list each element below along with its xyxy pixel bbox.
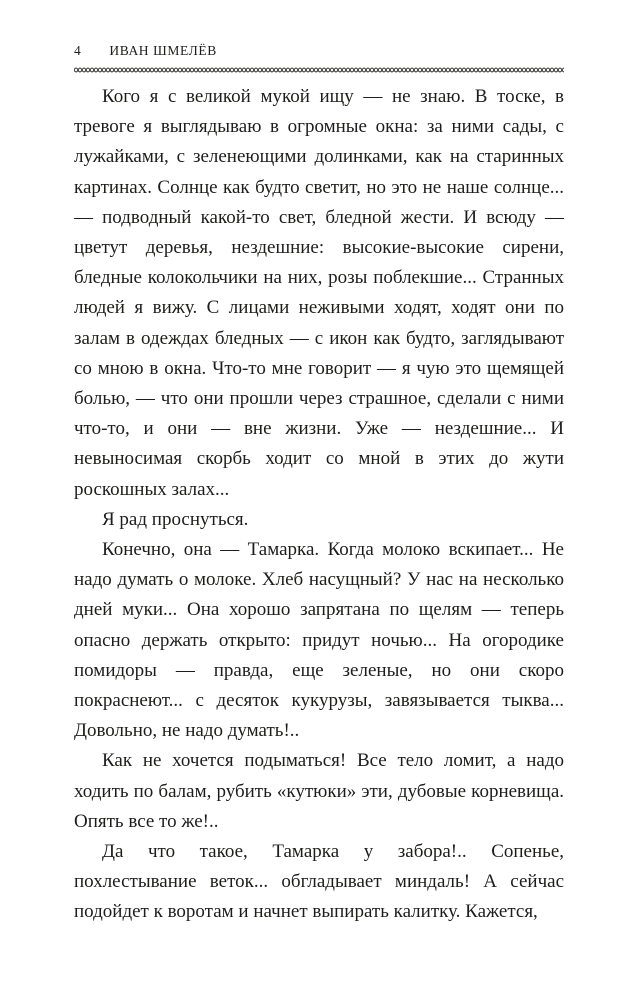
ornamental-divider (74, 64, 564, 76)
author-name: ИВАН ШМЕЛЁВ (109, 43, 217, 58)
page-number: 4 (74, 43, 82, 58)
paragraph-4: Как не хочется подыматься! Все тело ломит, а надо ходить по балам, рубить «кутюки» эти, дубовые корневища. Опять все то же!.. (74, 750, 564, 832)
ornament-wave-icon (74, 64, 564, 76)
paragraph-5: Да что такое, Тамарка у забора!.. Сопенье, похлестывание веток... обгладывает миндаль! А сейчас подойдет к воротам и начнет выпирать калитку. Кажется, (74, 841, 564, 923)
paragraph-2: Я рад проснуться. (102, 508, 249, 530)
paragraph-1: Кого я с великой мукой ищу — не знаю. В тоске, в тревоге я выглядываю в огромные окна: за ними сады, с лужайками, с зеленеющими долинками, как на старинных картинах. Солнце как будто светит, но это не наше солнце... — подводный какой-то свет, бледной жести. И всюду — цветут деревья, нездешние: высокие-высокие сирени, бледные колокольчики на них, розы поблекшие... Странных людей я вижу. С лицами неживыми ходят, ходят они по залам в одеждах бледных — с икон как будто, заглядывают со мною в окна. Что-то мне говорит — я чую это щемящей болью, — что они прошли через страшное, сделали с ними что-то, и они — вне жизни. Уже — нездешние... И невыносимая скорбь ходит со мной в этих до жути роскошных залах... (74, 86, 564, 500)
paragraph-3: Конечно, она — Тамарка. Когда молоко вскипает... Не надо думать о молоке. Хлеб насущный? У нас на несколько дней муки... Она хорошо запрятана по щелям — теперь опасно держать открыто: придут ночью... На огородике помидоры — правда, еще зеленые, но они скоро покраснеют... с десяток кукурузы, завязывается тыква... Довольно, не надо думать!.. (74, 539, 564, 742)
running-head (74, 40, 564, 62)
body-text (74, 82, 564, 928)
